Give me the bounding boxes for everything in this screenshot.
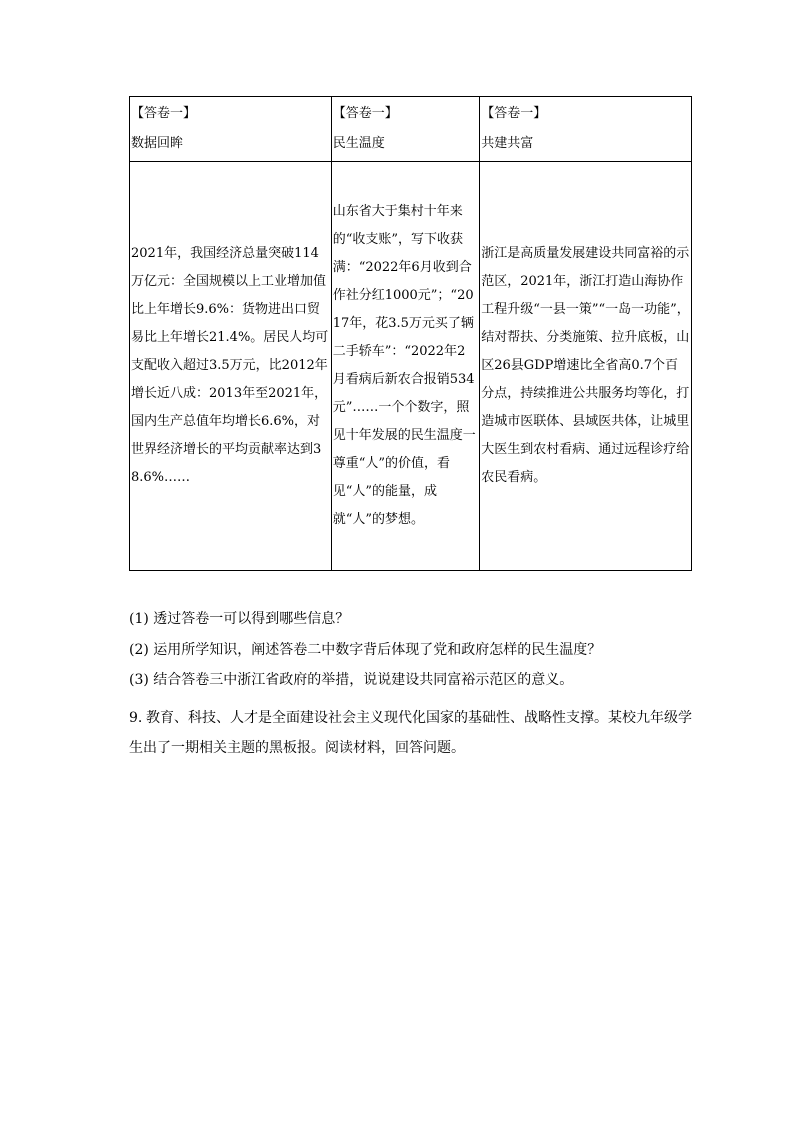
cell-text: 山东省大于集村十年来的“收支账”，写下收获满：“2022年6月收到合作社分红1000元”；“2017年，花3.5万元买了辆二手轿车”：“2022年2月看病后新农合报销534元”……一个个数字，照见十年发展的民生温度一尊重“人”的价值，看见“人”的能量，成就“人”的梦想。 bbox=[332, 204, 476, 527]
question-9 bbox=[129, 703, 699, 763]
header-tag: 【答卷一】 bbox=[481, 106, 547, 121]
header-title: 共建共富 bbox=[481, 136, 534, 151]
header-cell-1 bbox=[130, 97, 332, 162]
answer-sheet-table bbox=[129, 96, 692, 571]
question-9-text: 教育、科技、人才是全面建设社会主义现代化国家的基础性、战略性支撑。某校九年级学生出了一期相关主题的黑板报。阅读材料，回答问题。 bbox=[129, 710, 692, 756]
header-title: 民生温度 bbox=[332, 136, 385, 151]
header-cell-3 bbox=[480, 97, 692, 162]
header-title: 数据回眸 bbox=[131, 136, 184, 151]
question-3: (3) 结合答卷三中浙江省政府的举措，说说建设共同富裕示范区的意义。 bbox=[129, 672, 574, 688]
header-tag: 【答卷一】 bbox=[332, 106, 398, 121]
header-tag: 【答卷一】 bbox=[131, 106, 197, 121]
table-body-row bbox=[130, 162, 692, 571]
cell-text: 2021年，我国经济总量突破114万亿元：全国规模以上工业增加值比上年增长9.6%：货物进出口贸易比上年增长21.4%。居民人均可支配收入超过3.5万元，比2012年增长近八成：2013年至2021年，国内生产总值年均增长6.6%，对世界经济增长的平均贡献率达到38.6%…… bbox=[131, 246, 329, 485]
question-1: (1) 透过答卷一可以得到哪些信息？ bbox=[129, 611, 350, 627]
header-cell-2 bbox=[331, 97, 480, 162]
body-cell-3 bbox=[480, 162, 692, 571]
table-header-row bbox=[130, 97, 692, 162]
body-cell-2 bbox=[331, 162, 480, 571]
cell-text: 浙江是高质量发展建设共同富裕的示范区，2021年，浙江打造山海协作工程升级“一县一策”“一岛一功能”，结对帮扶、分类施策、拉升底板，山区26县GDP增速比全省高0.7个百分点，持续推进公共服务均等化，打造城市医联体、县域医共体，让城里大医生到农村看病、通过远程诊疗给农民看病。 bbox=[481, 246, 690, 485]
question-number: 9. bbox=[129, 710, 143, 726]
body-cell-1 bbox=[130, 162, 332, 571]
question-list bbox=[129, 604, 699, 696]
question-2: (2) 运用所学知识，阐述答卷二中数字背后体现了党和政府怎样的民生温度？ bbox=[129, 641, 602, 658]
